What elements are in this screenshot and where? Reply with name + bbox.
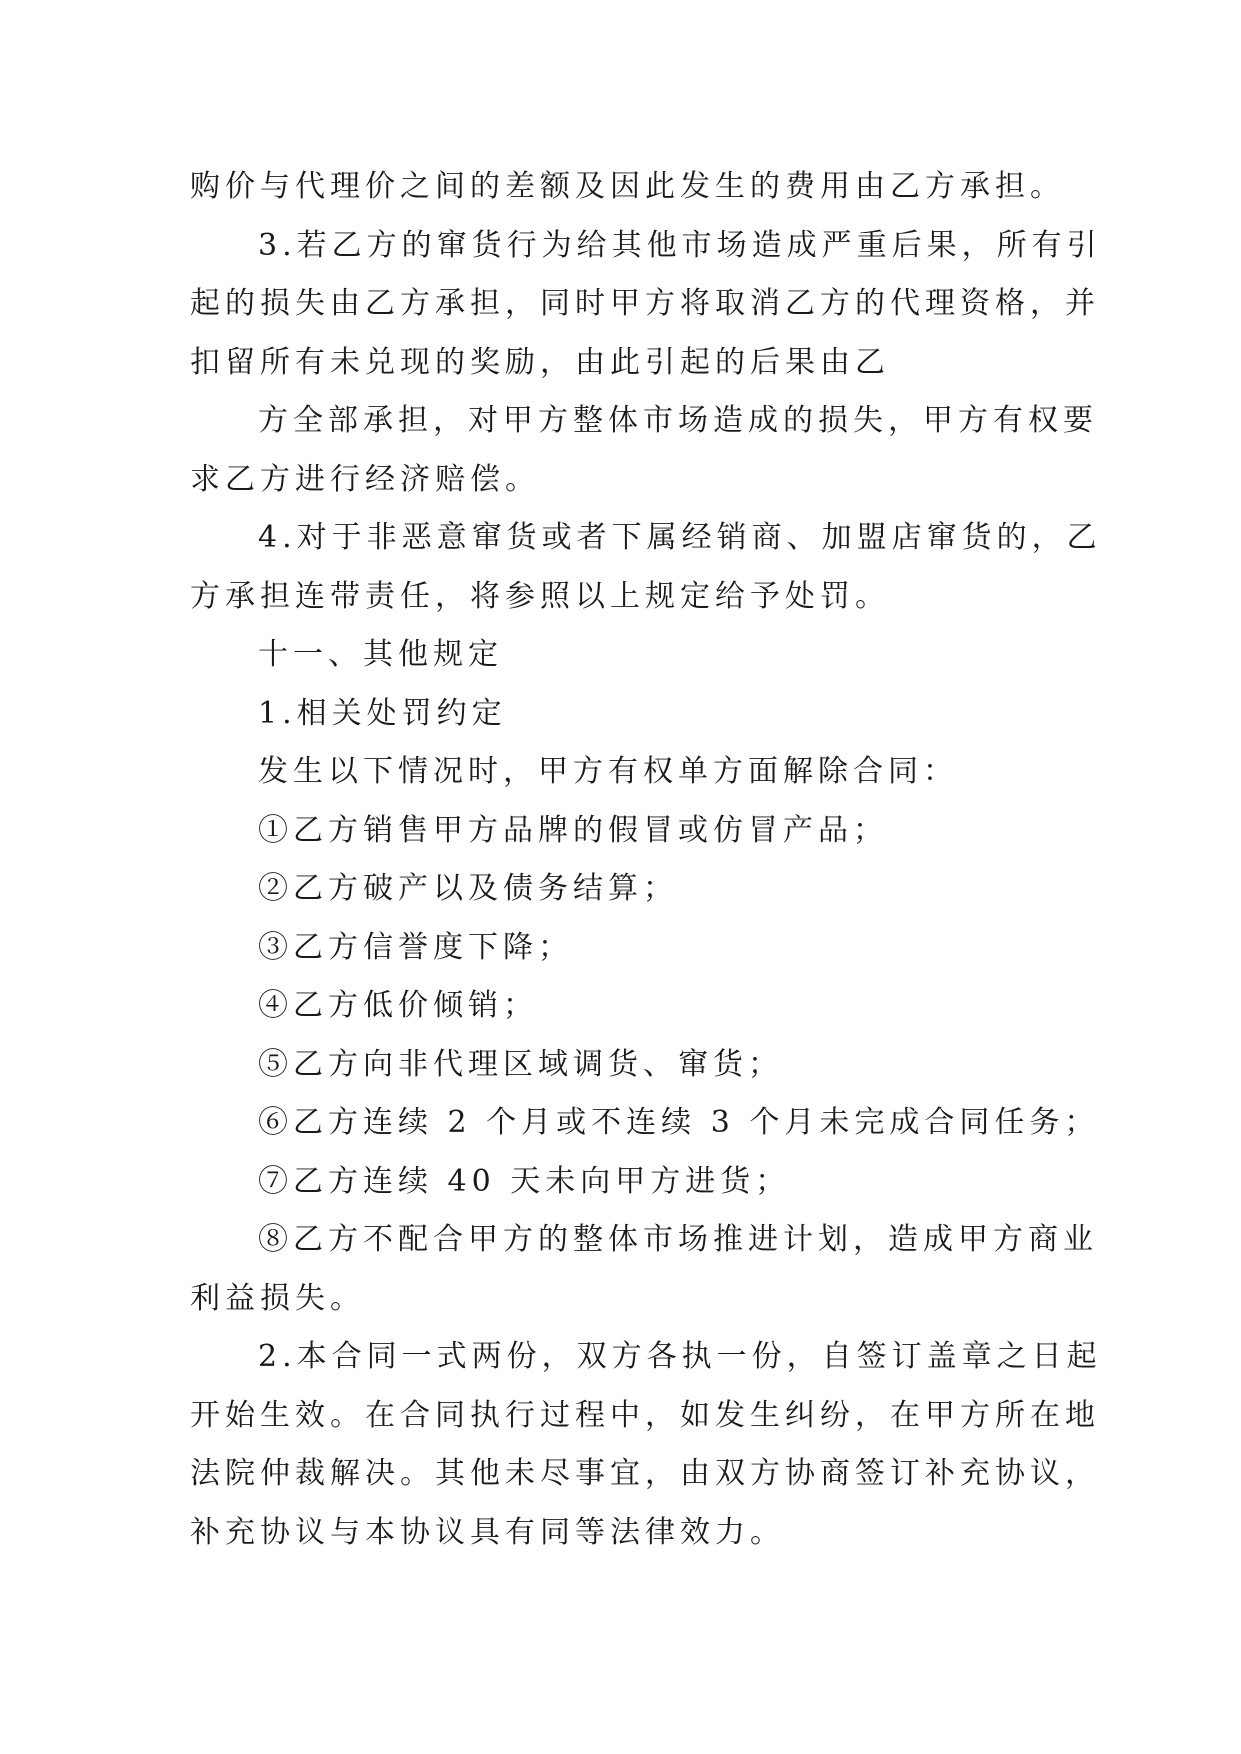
list-item-2: ②乙方破产以及债务结算；: [258, 871, 678, 906]
list-item-7: ⑦乙方连续 40 天未向甲方进货；: [258, 1163, 791, 1199]
document-body: [190, 158, 1102, 1562]
text-line-3: 起的损失由乙方承担，同时甲方将取消乙方的代理资格，并: [190, 286, 1100, 321]
list-item-5: ⑤乙方向非代理区域调货、窜货；: [258, 1046, 783, 1082]
text-line-21: 2.本合同一式两份，双方各执一份，自签订盖章之日起: [258, 1339, 1102, 1374]
text-line-11: 发生以下情况时，甲方有权单方面解除合同：: [258, 754, 958, 789]
text-line-7: 4.对于非恶意窜货或者下属经销商、加盟店窜货的，乙: [258, 520, 1102, 555]
list-item-4: ④乙方低价倾销；: [258, 988, 538, 1023]
list-item-3: ③乙方信誉度下降；: [258, 929, 573, 965]
text-line-8: 方承担连带责任，将参照以上规定给予处罚。: [190, 578, 890, 614]
text-line-23: 法院仲裁解决。其他未尽事宜，由双方协商签订补充协议，: [190, 1456, 1100, 1491]
subsection-heading: 1.相关处罚约定: [258, 695, 507, 731]
text-line-5: 方全部承担，对甲方整体市场造成的损失，甲方有权要: [258, 403, 1098, 438]
text-line-2: 3.若乙方的窜货行为给其他市场造成严重后果，所有引: [258, 227, 1102, 263]
list-item-1: ①乙方销售甲方品牌的假冒或仿冒产品；: [258, 812, 888, 848]
text-line-22: 开始生效。在合同执行过程中，如发生纠纷，在甲方所在地: [190, 1397, 1100, 1433]
list-item-6: ⑥乙方连续 2 个月或不连续 3 个月未完成合同任务；: [258, 1105, 1100, 1140]
text-line-1: 购价与代理价之间的差额及因此发生的费用由乙方承担。: [190, 169, 1065, 204]
section-heading: 十一、其他规定: [258, 637, 503, 672]
list-item-8: ⑧乙方不配合甲方的整体市场推进计划，造成甲方商业: [258, 1222, 1098, 1257]
text-line-4: 扣留所有未兑现的奖励，由此引起的后果由乙: [190, 344, 890, 380]
text-line-24: 补充协议与本协议具有同等法律效力。: [190, 1514, 785, 1550]
text-line-20: 利益损失。: [190, 1280, 365, 1316]
text-line-6: 求乙方进行经济赔偿。: [190, 461, 540, 497]
